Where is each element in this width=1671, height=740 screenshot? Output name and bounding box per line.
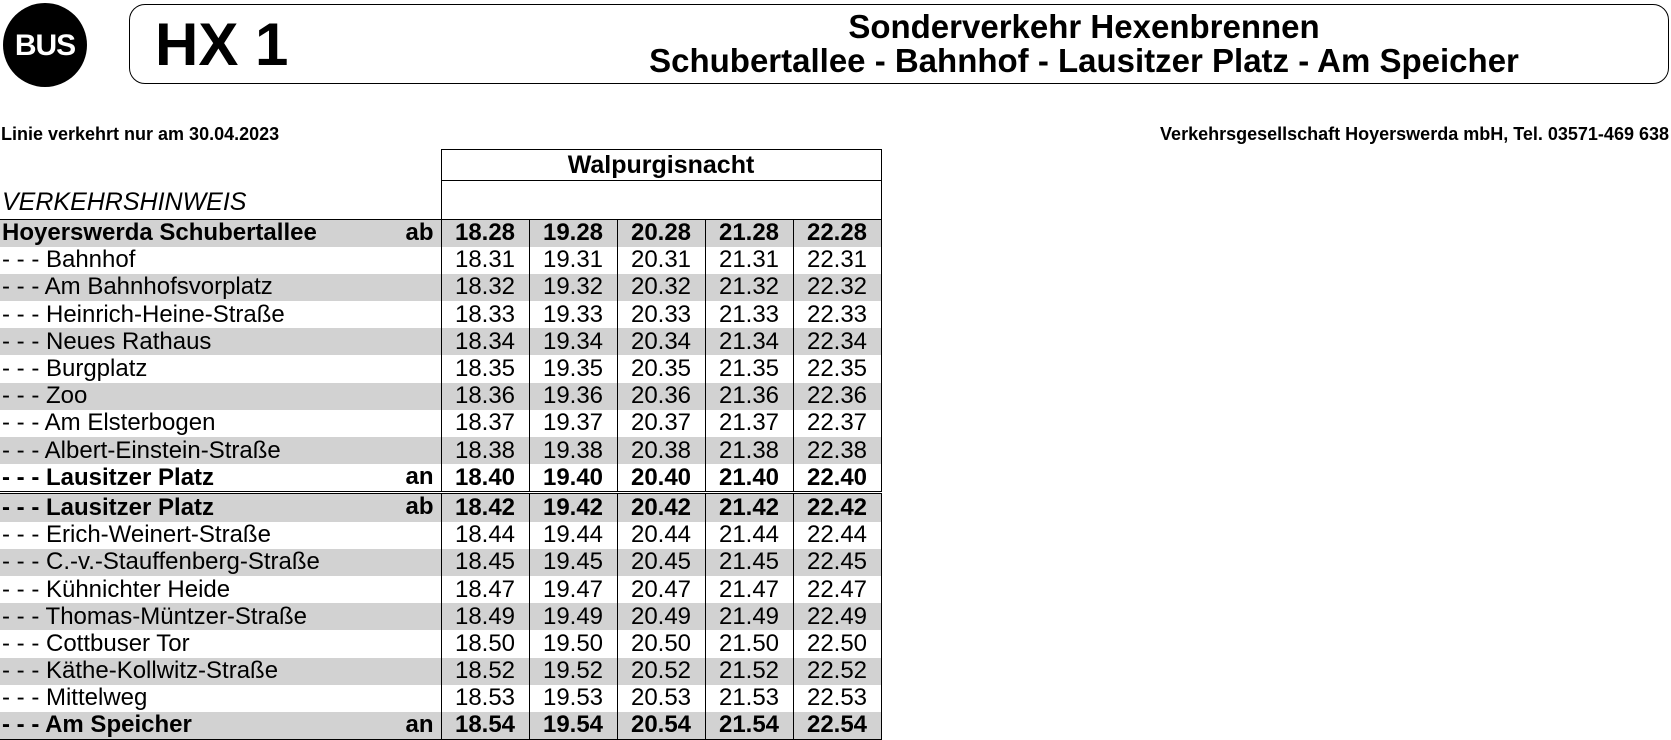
stop-name: - - - Am Speicher: [2, 711, 192, 739]
departure-time: 18.44: [441, 522, 529, 549]
header-blank-cell: [0, 150, 441, 181]
timetable-header-row: [0, 150, 881, 181]
departure-time: 20.32: [617, 274, 705, 301]
departure-time: 20.47: [617, 576, 705, 603]
departure-time: 20.34: [617, 328, 705, 355]
stop-cell: [0, 630, 441, 657]
stop-cell: [0, 274, 441, 301]
stop-name: - - - Zoo: [2, 382, 88, 410]
stop-row: [0, 464, 881, 493]
departure-time: 20.50: [617, 630, 705, 657]
stop-row: [0, 410, 881, 437]
stop-direction: ab: [405, 493, 434, 521]
departure-time: 21.40: [705, 464, 793, 493]
note-row: [0, 181, 881, 220]
departure-time: 21.31: [705, 247, 793, 274]
stop-row: [0, 685, 881, 712]
stop-row: [0, 658, 881, 685]
stop-name: - - - Neues Rathaus: [2, 328, 212, 355]
stop-cell: [0, 437, 441, 464]
departure-time: 18.36: [441, 383, 529, 410]
stop-name: - - - Cottbuser Tor: [2, 630, 190, 657]
stop-cell: [0, 658, 441, 685]
departure-time: 19.34: [529, 328, 617, 355]
stop-cell: [0, 328, 441, 355]
stop-name: - - - Burgplatz: [2, 355, 148, 383]
timetable: [0, 149, 882, 740]
stop-cell: [0, 247, 441, 274]
stop-cell: [0, 603, 441, 630]
departure-time: 19.50: [529, 630, 617, 657]
stop-name: Hoyerswerda Schubertallee: [2, 219, 317, 247]
stop-name: - - - C.-v.-Stauffenberg-Straße: [2, 548, 320, 576]
stop-cell: [0, 685, 441, 712]
stop-cell: [0, 712, 441, 740]
departure-time: 22.32: [793, 274, 881, 301]
note-cell: [441, 181, 881, 220]
departure-time: 20.49: [617, 603, 705, 630]
departure-time: 19.36: [529, 383, 617, 410]
departure-time: 18.35: [441, 355, 529, 382]
stop-name: - - - Bahnhof: [2, 246, 136, 274]
departure-time: 20.44: [617, 522, 705, 549]
stop-cell: [0, 383, 441, 410]
departure-time: 22.28: [793, 219, 881, 247]
stop-direction: an: [405, 711, 434, 738]
departure-time: 19.42: [529, 493, 617, 522]
departure-time: 20.36: [617, 383, 705, 410]
header-title-line1: Sonderverkehr Hexenbrennen: [848, 8, 1320, 45]
departure-time: 20.33: [617, 301, 705, 328]
note-label: VERKEHRSHINWEIS: [2, 187, 247, 216]
departure-time: 21.53: [705, 685, 793, 712]
operator-contact: Verkehrsgesellschaft Hoyerswerda mbH, Tel. 03571-469 638: [1160, 124, 1669, 144]
departure-time: 20.54: [617, 712, 705, 740]
departure-time: 20.28: [617, 219, 705, 247]
departure-time: 18.49: [441, 603, 529, 630]
departure-time: 18.54: [441, 712, 529, 740]
stop-row: [0, 630, 881, 657]
departure-time: 21.38: [705, 437, 793, 464]
departure-time: 22.54: [793, 712, 881, 740]
departure-time: 22.33: [793, 301, 881, 328]
header-title-line2: Schubertallee - Bahnhof - Lausitzer Platz - Am Speicher: [649, 42, 1519, 79]
departure-time: 18.31: [441, 247, 529, 274]
departure-time: 18.34: [441, 328, 529, 355]
line-number: HX 1: [155, 11, 289, 78]
stop-name: - - - Käthe-Kollwitz-Straße: [2, 657, 279, 685]
departure-time: 21.52: [705, 658, 793, 685]
departure-time: 21.47: [705, 576, 793, 603]
departure-time: 21.54: [705, 712, 793, 740]
departure-time: 20.53: [617, 685, 705, 712]
stop-row: [0, 437, 881, 464]
bus-logo: [3, 3, 87, 87]
header-box: [129, 4, 1669, 84]
departure-time: 21.36: [705, 383, 793, 410]
departure-time: 21.34: [705, 328, 793, 355]
stop-row: [0, 576, 881, 603]
departure-time: 19.32: [529, 274, 617, 301]
departure-time: 18.50: [441, 630, 529, 657]
departure-time: 22.40: [793, 464, 881, 493]
stop-row: [0, 383, 881, 410]
stop-name: - - - Albert-Einstein-Straße: [2, 437, 281, 464]
departure-time: 19.31: [529, 247, 617, 274]
departure-time: 18.53: [441, 685, 529, 712]
departure-time: 21.37: [705, 410, 793, 437]
departure-time: 22.50: [793, 630, 881, 657]
stop-row: [0, 355, 881, 382]
departure-time: 21.45: [705, 549, 793, 576]
departure-time: 22.47: [793, 576, 881, 603]
departure-time: 19.54: [529, 712, 617, 740]
departure-time: 21.49: [705, 603, 793, 630]
stop-cell: [0, 355, 441, 382]
departure-time: 20.45: [617, 549, 705, 576]
departure-time: 20.35: [617, 355, 705, 382]
stop-direction: ab: [405, 219, 434, 246]
stop-cell: [0, 464, 441, 493]
departure-time: 22.49: [793, 603, 881, 630]
departure-time: 22.36: [793, 383, 881, 410]
departure-time: 18.52: [441, 658, 529, 685]
stop-cell: [0, 410, 441, 437]
departure-time: 19.47: [529, 576, 617, 603]
departure-time: 20.38: [617, 437, 705, 464]
departure-time: 22.53: [793, 685, 881, 712]
stop-cell: [0, 301, 441, 328]
departure-time: 19.52: [529, 658, 617, 685]
departure-time: 22.44: [793, 522, 881, 549]
stop-row: [0, 328, 881, 355]
bus-logo-text: BUS: [14, 29, 76, 62]
departure-time: 21.32: [705, 274, 793, 301]
stop-cell: [0, 219, 441, 247]
departure-time: 20.52: [617, 658, 705, 685]
stop-row: [0, 522, 881, 549]
departure-time: 18.45: [441, 549, 529, 576]
departure-time: 19.44: [529, 522, 617, 549]
departure-time: 19.33: [529, 301, 617, 328]
stop-row: [0, 274, 881, 301]
departure-time: 20.42: [617, 493, 705, 522]
departure-time: 22.37: [793, 410, 881, 437]
stop-cell: [0, 576, 441, 603]
departure-time: 22.52: [793, 658, 881, 685]
stop-name: - - - Thomas-Müntzer-Straße: [2, 603, 307, 630]
departure-time: 19.35: [529, 355, 617, 382]
departure-time: 19.45: [529, 549, 617, 576]
stop-cell: [0, 522, 441, 549]
stop-row: [0, 603, 881, 630]
stop-name: - - - Erich-Weinert-Straße: [2, 521, 271, 549]
departure-time: 21.35: [705, 355, 793, 382]
departure-time: 19.28: [529, 219, 617, 247]
departure-time: 18.28: [441, 219, 529, 247]
stop-row: [0, 247, 881, 274]
stop-name: - - - Heinrich-Heine-Straße: [2, 301, 285, 328]
departure-time: 22.35: [793, 355, 881, 382]
departure-time: 21.50: [705, 630, 793, 657]
departure-time: 22.45: [793, 549, 881, 576]
stop-name: - - - Lausitzer Platz: [2, 493, 215, 521]
stop-name: - - - Kühnichter Heide: [2, 575, 231, 603]
departure-time: 18.47: [441, 576, 529, 603]
departure-time: 21.44: [705, 522, 793, 549]
departure-time: 19.40: [529, 464, 617, 493]
departure-time: 19.49: [529, 603, 617, 630]
stop-cell: [0, 493, 441, 522]
departure-time: 18.37: [441, 410, 529, 437]
stop-row: [0, 549, 881, 576]
departure-time: 19.37: [529, 410, 617, 437]
departure-time: 19.53: [529, 685, 617, 712]
departure-time: 18.32: [441, 274, 529, 301]
departure-time: 22.31: [793, 247, 881, 274]
departure-time: 21.33: [705, 301, 793, 328]
stop-name: - - - Mittelweg: [2, 684, 148, 712]
stop-cell: [0, 549, 441, 576]
stop-name: - - - Lausitzer Platz: [2, 464, 215, 491]
departure-time: 20.40: [617, 464, 705, 493]
stop-row: [0, 219, 881, 247]
departure-time: 20.31: [617, 247, 705, 274]
departure-time: 22.42: [793, 493, 881, 522]
stop-row: [0, 712, 881, 740]
departure-time: 18.42: [441, 493, 529, 522]
service-group-label: Walpurgisnacht: [441, 150, 881, 181]
departure-time: 22.38: [793, 437, 881, 464]
departure-time: 22.34: [793, 328, 881, 355]
departure-time: 18.38: [441, 437, 529, 464]
header-title: [510, 10, 1658, 78]
validity-note: Linie verkehrt nur am 30.04.2023: [1, 124, 280, 144]
departure-time: 19.38: [529, 437, 617, 464]
departure-time: 21.28: [705, 219, 793, 247]
departure-time: 18.33: [441, 301, 529, 328]
departure-time: 20.37: [617, 410, 705, 437]
departure-time: 21.42: [705, 493, 793, 522]
stop-row: [0, 493, 881, 522]
departure-time: 18.40: [441, 464, 529, 493]
stop-name: - - - Am Elsterbogen: [2, 409, 216, 437]
stop-name: - - - Am Bahnhofsvorplatz: [2, 273, 273, 301]
stop-direction: an: [405, 464, 434, 491]
stop-row: [0, 301, 881, 328]
